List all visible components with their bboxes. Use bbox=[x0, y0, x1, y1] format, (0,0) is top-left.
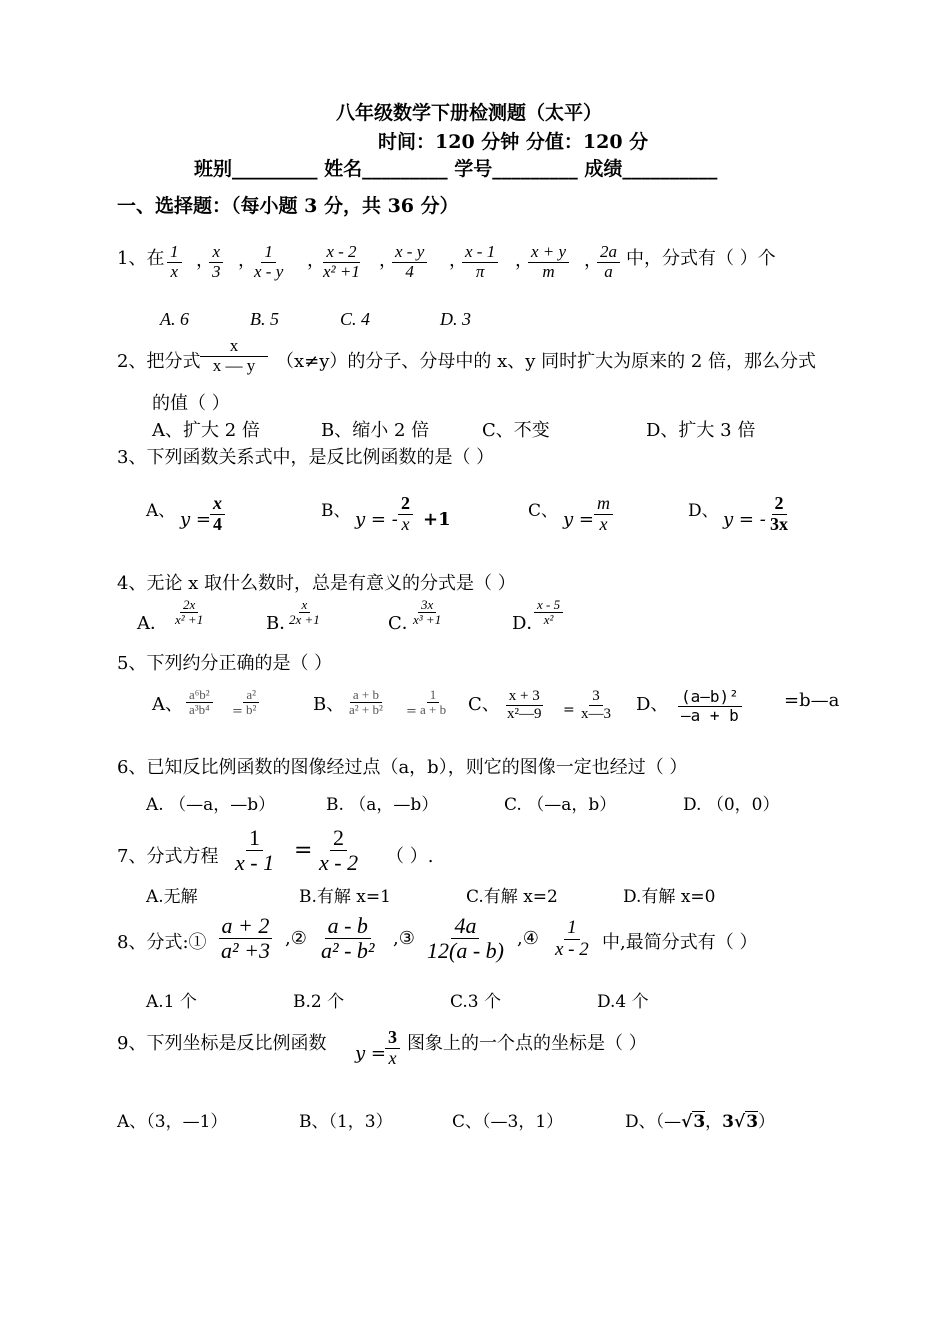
q3-a-denominator: 4 bbox=[213, 513, 222, 534]
q8-option-c: C.3 个 bbox=[450, 992, 502, 1012]
q1-comma: ， bbox=[449, 250, 467, 271]
q9-option-a: A、（3，—1） bbox=[117, 1112, 228, 1132]
q9-option-d-sqrt-2: √3 bbox=[734, 1112, 759, 1132]
q5-label-b: B、 bbox=[313, 694, 345, 715]
q8-f1-numerator: a + 2 bbox=[219, 914, 273, 939]
q3-b-numerator: 2 bbox=[398, 494, 413, 515]
q1-prefix: 1、在 bbox=[117, 248, 165, 269]
q8-fraction-4 bbox=[552, 918, 592, 961]
q8-option-a: A.1 个 bbox=[146, 992, 197, 1012]
q5-b-rhs-den: a + b bbox=[420, 702, 447, 718]
q1-comma: ， bbox=[196, 250, 214, 271]
q7-fraction-2 bbox=[316, 826, 361, 875]
q1-fraction-denominator: x bbox=[170, 261, 179, 281]
q3-text: 3、下列函数关系式中，是反比例函数的是（ ） bbox=[117, 447, 495, 468]
q6-option-c: C. （—a，b） bbox=[504, 795, 617, 815]
q7-option-c: C.有解 x=2 bbox=[466, 887, 558, 907]
q5-a-lhs-den: a³b⁴ bbox=[189, 702, 210, 718]
q1-fraction bbox=[392, 243, 427, 281]
q1-fraction bbox=[320, 243, 363, 281]
q4-c-denominator: x³ +1 bbox=[413, 612, 442, 628]
q8-f3-numerator: 4a bbox=[451, 914, 479, 939]
q7-fraction-1 bbox=[232, 826, 277, 875]
q1-comma: ， bbox=[379, 250, 397, 271]
q5-b-lhs-den: a² + b² bbox=[349, 702, 383, 718]
q9-lhs: y = bbox=[355, 1043, 386, 1064]
q5-b-equals: = bbox=[406, 704, 417, 719]
q3-c-lhs: y = bbox=[563, 509, 594, 530]
q8-prefix: 8、分式:① bbox=[117, 932, 207, 953]
q2-option-a: A、扩大 2 倍 bbox=[152, 420, 260, 441]
q1-fraction-denominator: 4 bbox=[405, 261, 414, 281]
q1-option-a: A. 6 bbox=[160, 309, 189, 329]
q9-option-b: B、（1，3） bbox=[299, 1112, 393, 1132]
q3-a-fraction bbox=[210, 494, 225, 535]
q1-fraction-numerator: x - 1 bbox=[462, 243, 498, 263]
q7-suffix: （ ）. bbox=[386, 846, 434, 867]
q5-c-lhs bbox=[504, 688, 545, 722]
q7-f2-denominator: x - 2 bbox=[319, 850, 359, 876]
q1-option-b: B. 5 bbox=[250, 309, 279, 329]
q1-fraction-denominator: π bbox=[475, 261, 485, 281]
q2-suffix: （x≠y）的分子、分母中的 x、y 同时扩大为原来的 2 倍，那么分式 bbox=[276, 351, 817, 372]
page-title: 八年级数学下册检测题（太平） bbox=[336, 102, 603, 124]
q1-fraction-numerator: x - 2 bbox=[323, 243, 359, 263]
q2-option-b: B、缩小 2 倍 bbox=[321, 420, 430, 441]
q3-a-numerator: x bbox=[210, 494, 225, 515]
q2-option-c: C、不变 bbox=[482, 420, 550, 441]
q8-marker-2: ,② bbox=[285, 928, 307, 949]
q9-numerator: 3 bbox=[385, 1028, 400, 1049]
q8-f3-denominator: 12(a - b) bbox=[427, 938, 504, 964]
q1-suffix: 中，分式有（ ）个 bbox=[626, 248, 776, 269]
q1-fraction bbox=[167, 243, 182, 281]
q5-a-rhs bbox=[243, 688, 259, 718]
q1-fraction-numerator: x - y bbox=[392, 243, 427, 263]
q8-f1-denominator: a² +3 bbox=[221, 938, 270, 964]
q8-f2-denominator: a² - b² bbox=[321, 938, 375, 964]
q9-option-d-close: ） bbox=[758, 1112, 776, 1132]
q1-fraction-numerator: 2a bbox=[597, 243, 620, 263]
q3-d-denominator: 3x bbox=[770, 513, 788, 534]
q8-f4-denominator: x - 2 bbox=[555, 938, 589, 960]
q1-fraction bbox=[528, 243, 569, 281]
q7-prefix: 7、分式方程 bbox=[117, 846, 219, 867]
q4-label-b: B． bbox=[266, 613, 298, 634]
q9-suffix: 图象上的一个点的坐标是（ ） bbox=[407, 1033, 647, 1054]
q5-a-rhs-num: a² bbox=[243, 688, 259, 703]
q9-option-d-radicand-1: 3 bbox=[693, 1112, 706, 1132]
q1-fraction-denominator: a bbox=[604, 261, 613, 281]
q4-d-numerator: x - 5 bbox=[534, 598, 563, 613]
q3-label-b: B、 bbox=[321, 501, 351, 521]
q4-b-fraction bbox=[286, 598, 323, 628]
q4-b-numerator: x bbox=[299, 598, 311, 613]
q7-f2-numerator: 2 bbox=[330, 826, 347, 851]
q1-comma: ， bbox=[515, 250, 533, 271]
q8-fraction-2 bbox=[318, 914, 378, 963]
q5-b-lhs-num: a + b bbox=[350, 688, 382, 703]
q4-c-fraction bbox=[410, 598, 444, 628]
q1-fraction-numerator: x + y bbox=[528, 243, 569, 263]
q7-option-a: A.无解 bbox=[146, 887, 198, 907]
q8-marker-4: ,④ bbox=[517, 928, 539, 949]
q5-d-lhs-den: —a + b bbox=[681, 705, 739, 725]
q1-comma: ， bbox=[584, 250, 602, 271]
q3-d-lhs: y = - bbox=[723, 509, 766, 530]
q2-prefix: 2、把分式 bbox=[117, 351, 201, 372]
q9-option-d-label: D、（— bbox=[625, 1112, 682, 1132]
q7-option-b: B.有解 x=1 bbox=[299, 887, 391, 907]
time-score-line: 时间：120 分钟 分值：120 分 bbox=[378, 131, 649, 153]
q4-d-denominator: x² bbox=[543, 612, 554, 628]
q1-fraction-denominator: x - y bbox=[254, 261, 284, 281]
q9-prefix: 9、下列坐标是反比例函数 bbox=[117, 1033, 327, 1054]
q5-d-lhs-num: (a—b)² bbox=[678, 688, 742, 707]
q2-option-d: D、扩大 3 倍 bbox=[646, 420, 756, 441]
q1-comma: ， bbox=[307, 250, 325, 271]
q8-option-d: D.4 个 bbox=[597, 992, 649, 1012]
q4-a-numerator: 2x bbox=[180, 598, 198, 613]
q3-label-d: D、 bbox=[688, 501, 719, 521]
q7-f1-numerator: 1 bbox=[246, 826, 263, 851]
q5-c-rhs bbox=[578, 688, 614, 722]
q7-f1-denominator: x - 1 bbox=[235, 850, 275, 876]
q9-fraction bbox=[385, 1028, 400, 1069]
q2-denominator: x — y bbox=[212, 355, 256, 375]
q9-option-d-sqrt-1: √3 bbox=[681, 1112, 706, 1132]
q9-option-d-coef: 3 bbox=[722, 1112, 735, 1132]
q1-fraction bbox=[597, 243, 620, 281]
q5-text: 5、下列约分正确的是（ ） bbox=[117, 653, 333, 674]
q1-comma: ， bbox=[238, 250, 256, 271]
q5-label-d: D、 bbox=[636, 694, 669, 715]
q4-text: 4、无论 x 取什么数时，总是有意义的分式是（ ） bbox=[117, 573, 516, 594]
q5-label-c: C、 bbox=[468, 694, 500, 715]
q8-marker-3: ,③ bbox=[393, 928, 415, 949]
q3-label-a: A、 bbox=[146, 501, 176, 521]
q1-option-d: D. 3 bbox=[440, 309, 471, 329]
q3-c-denominator: x bbox=[599, 513, 608, 534]
q5-c-equals: = bbox=[563, 702, 575, 718]
q3-label-c: C、 bbox=[528, 501, 559, 521]
q5-a-rhs-den: b² bbox=[246, 702, 257, 718]
q5-b-rhs bbox=[417, 688, 449, 718]
q8-suffix: 中,最简分式有（ ） bbox=[602, 932, 758, 953]
q7-option-d: D.有解 x=0 bbox=[623, 887, 716, 907]
q9-option-d bbox=[625, 1107, 775, 1132]
q6-option-a: A. （—a，—b） bbox=[146, 795, 276, 815]
q4-label-a: A． bbox=[137, 613, 168, 634]
q4-d-fraction bbox=[534, 598, 563, 628]
student-info-line: 班别_________ 姓名_________ 学号_________ 成绩__________ bbox=[194, 158, 718, 180]
q4-b-denominator: 2x +1 bbox=[289, 612, 320, 628]
q5-c-lhs-den: x²—9 bbox=[507, 705, 542, 722]
q3-d-fraction bbox=[767, 494, 791, 535]
q7-equals: = bbox=[294, 838, 313, 863]
q9-option-d-comma: ， bbox=[705, 1112, 723, 1132]
q1-fraction bbox=[462, 243, 498, 281]
q1-fraction-denominator: 3 bbox=[212, 261, 221, 281]
q1-fraction-denominator: m bbox=[542, 261, 555, 281]
q2-fraction bbox=[200, 337, 268, 375]
q3-d-numerator: 2 bbox=[772, 494, 787, 515]
q1-fraction-numerator: 1 bbox=[167, 243, 182, 263]
q1-fraction bbox=[209, 243, 224, 281]
q3-a-lhs: y = bbox=[180, 509, 211, 530]
q5-c-rhs-num: 3 bbox=[589, 688, 603, 706]
q9-option-d-radicand-2: 3 bbox=[746, 1112, 759, 1132]
q2-line2: 的值（ ） bbox=[152, 393, 230, 414]
q5-a-lhs-num: a⁶b² bbox=[186, 688, 213, 703]
section-heading: 一、选择题：（每小题 3 分，共 36 分） bbox=[117, 195, 459, 217]
q9-option-c: C、（—3，1） bbox=[452, 1112, 564, 1132]
q6-text: 6、已知反比例函数的图像经过点（a，b），则它的图像一定也经过（ ） bbox=[117, 757, 688, 778]
q6-option-b: B. （a，—b） bbox=[326, 795, 439, 815]
q8-fraction-1 bbox=[218, 914, 273, 963]
q5-d-tail: =b—a bbox=[784, 690, 840, 711]
q4-label-d: D． bbox=[512, 613, 545, 634]
q5-a-equals: = bbox=[232, 704, 243, 719]
q4-c-numerator: 3x bbox=[418, 598, 436, 613]
q4-a-denominator: x² +1 bbox=[175, 612, 204, 628]
q1-fraction-numerator: x bbox=[209, 243, 223, 263]
q1-fraction-denominator: x² +1 bbox=[323, 261, 360, 281]
q3-b-denominator: x bbox=[401, 513, 410, 534]
q3-b-fraction bbox=[398, 494, 413, 535]
q4-label-c: C． bbox=[388, 613, 420, 634]
q6-option-d: D. （0，0） bbox=[683, 795, 780, 815]
q3-c-fraction bbox=[594, 494, 613, 535]
q5-a-lhs bbox=[186, 688, 213, 718]
q8-f4-numerator: 1 bbox=[564, 918, 580, 940]
q5-label-a: A、 bbox=[152, 694, 183, 715]
q5-d-lhs bbox=[678, 688, 742, 724]
q1-fraction-numerator: 1 bbox=[261, 243, 276, 263]
q8-f2-numerator: a - b bbox=[325, 914, 371, 939]
q4-a-fraction bbox=[172, 598, 206, 628]
q3-b-tail: +1 bbox=[423, 509, 451, 530]
q1-option-c: C. 4 bbox=[340, 309, 371, 329]
q1-fraction bbox=[251, 243, 286, 281]
q8-fraction-3 bbox=[424, 914, 507, 963]
q3-b-lhs: y = - bbox=[355, 509, 398, 530]
q9-denominator: x bbox=[388, 1047, 397, 1068]
q5-c-rhs-den: x—3 bbox=[581, 705, 611, 722]
q2-numerator: x bbox=[200, 337, 268, 357]
q3-c-numerator: m bbox=[594, 494, 613, 515]
q5-b-rhs-num: 1 bbox=[427, 688, 440, 703]
q5-b-lhs bbox=[346, 688, 386, 718]
q5-c-lhs-num: x + 3 bbox=[506, 688, 543, 706]
q8-option-b: B.2 个 bbox=[293, 992, 345, 1012]
